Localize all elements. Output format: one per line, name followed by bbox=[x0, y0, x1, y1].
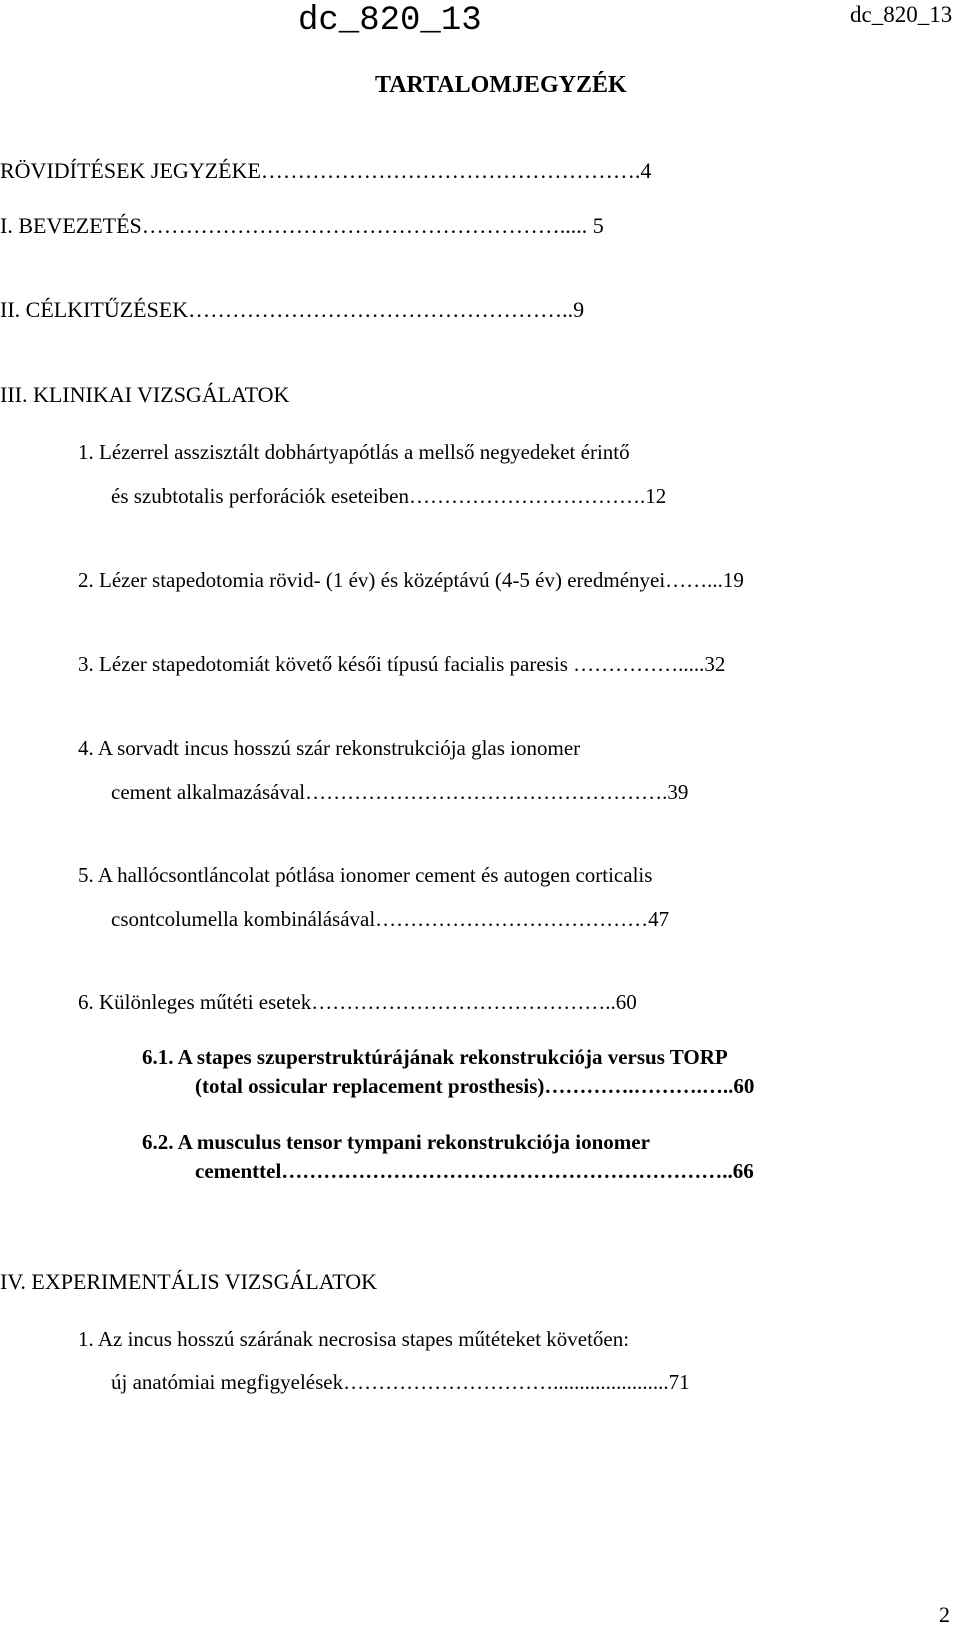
page-number: 2 bbox=[939, 1602, 950, 1627]
toc-entry-exp-1-line1: 1. Az incus hosszú szárának necrosisa stapes műtéteket követően: bbox=[78, 1327, 630, 1351]
toc-entry-1-line1: 1. Lézerrel asszisztált dobhártyapótlás a mellső negyedeket érintő bbox=[78, 440, 630, 464]
toc-entry-6: 6. Különleges műtéti esetek……………………………………..60 bbox=[78, 990, 637, 1014]
toc-entry-6-1-line1: 6.1. A stapes szuperstruktúrájának rekonstrukciója versus TORP bbox=[142, 1045, 728, 1069]
toc-section-clinical: III. KLINIKAI VIZSGÁLATOK bbox=[0, 382, 290, 407]
toc-entry-2: 2. Lézer stapedotomia rövid- (1 év) és középtávú (4-5 év) eredményei……...19 bbox=[78, 568, 744, 592]
toc-entry-4-line2: cement alkalmazásával…………………………………………….39 bbox=[111, 780, 689, 804]
document-id-right: dc_820_13 bbox=[850, 2, 953, 27]
toc-entry-exp-1-line2: új anatómiai megfigyelések…………………………......................71 bbox=[111, 1370, 690, 1394]
toc-entry-3: 3. Lézer stapedotomiát követő késői típusú facialis paresis …………….....32 bbox=[78, 652, 726, 676]
toc-entry-abbreviations: RÖVIDÍTÉSEK JEGYZÉKE…………………………………………….4 bbox=[0, 158, 652, 183]
toc-entry-4-line1: 4. A sorvadt incus hosszú szár rekonstrukciója glas ionomer bbox=[78, 736, 581, 760]
toc-section-experimental: IV. EXPERIMENTÁLIS VIZSGÁLATOK bbox=[0, 1269, 378, 1294]
toc-entry-5-line2: csontcolumella kombinálásával…………………………………47 bbox=[111, 907, 670, 931]
toc-entry-6-2-line2: cementtel………………………………………………………..66 bbox=[195, 1159, 754, 1183]
toc-entry-5-line1: 5. A hallócsontláncolat pótlása ionomer cement és autogen corticalis bbox=[78, 863, 653, 887]
toc-entry-introduction: I. BEVEZETÉS…………………………………………………..... 5 bbox=[0, 213, 604, 238]
document-id-monospace: dc_820_13 bbox=[298, 2, 482, 40]
toc-entry-1-line2: és szubtotalis perforációk eseteiben…………………………….12 bbox=[111, 484, 667, 508]
toc-entry-6-1-line2: (total ossicular replacement prosthesis)………….……….…..60 bbox=[195, 1074, 755, 1098]
page-title: TARTALOMJEGYZÉK bbox=[375, 72, 627, 98]
toc-entry-6-2-line1: 6.2. A musculus tensor tympani rekonstrukciója ionomer bbox=[142, 1130, 650, 1154]
toc-entry-objectives: II. CÉLKITŰZÉSEK……………………………………………..9 bbox=[0, 297, 585, 322]
